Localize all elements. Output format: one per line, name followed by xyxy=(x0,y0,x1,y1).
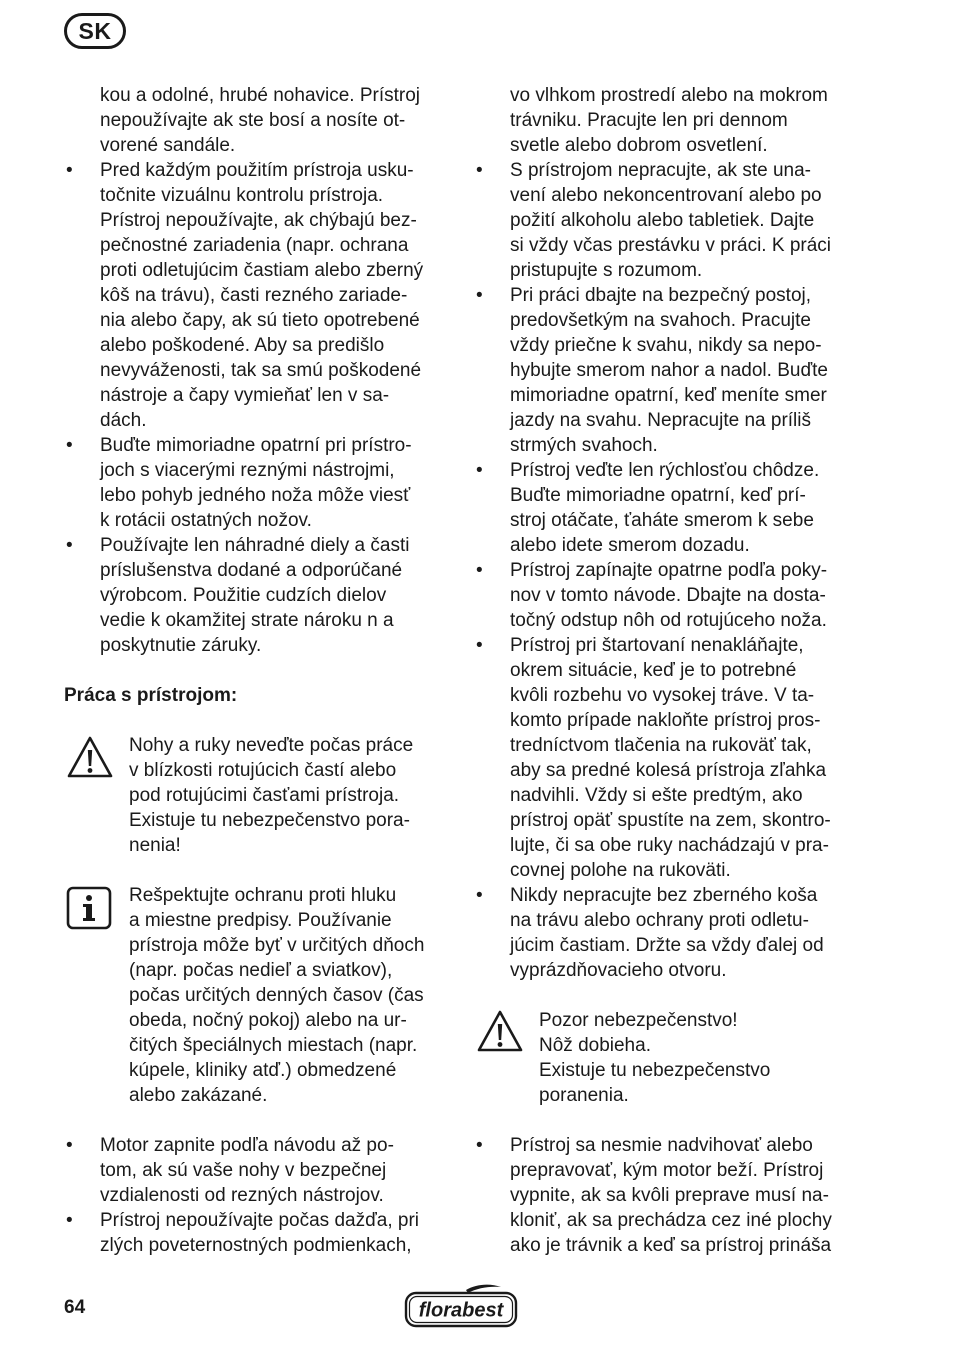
text-line: si vždy včas prestávku v práci. K práci xyxy=(510,235,831,256)
text-line: poranenia. xyxy=(539,1085,629,1106)
text-line: • Používajte len náhradné diely a časti xyxy=(100,535,410,556)
text-line: • Motor zapnite podľa návodu až po- xyxy=(100,1135,394,1156)
text-line: pristupujte s rozumom. xyxy=(510,260,703,281)
text-line: vyprázdňovacieho otvoru. xyxy=(510,960,727,981)
text-line: čitých špeciálnych miestach (napr. xyxy=(129,1035,418,1056)
language-badge xyxy=(64,13,126,49)
text-line: pečnostné zariadenia (napr. ochrana xyxy=(100,235,409,256)
bullet-item xyxy=(64,158,454,433)
paragraph-continued xyxy=(474,83,864,158)
text-line: • Prístroj veďte len rýchlosťou chôdze. xyxy=(510,460,820,481)
text-line: pod rotujúcimi časťami prístroja. xyxy=(129,785,400,806)
right-column xyxy=(474,83,864,1258)
language-code: SK xyxy=(78,17,112,44)
left-column xyxy=(64,83,454,1258)
text-line: požití alkoholu alebo tabletiek. Dajte xyxy=(510,210,815,231)
text-line: • Prístroj pri štartovaní nenakláňajte, xyxy=(510,635,804,656)
text-line: joch s viacerými reznými nástrojmi, xyxy=(100,460,395,481)
text-line: alebo zakázané. xyxy=(129,1085,268,1106)
text-line: komto prípade nakloňte prístroj pros- xyxy=(510,710,821,731)
text-line: strmých svahoch. xyxy=(510,435,658,456)
text-line: točný odstup nôh od rotujúceho noža. xyxy=(510,610,827,631)
text-line: hybujte smerom nahor a nadol. Buďte xyxy=(510,360,828,381)
text-line: točnite vizuálnu kontrolu prístroja. xyxy=(100,185,384,206)
text-line: stroj otáčate, ťaháte smerom k sebe xyxy=(510,510,814,531)
text-line: vzdialenosti od rezných nástrojov. xyxy=(100,1185,384,1206)
text-line: mimoriadne opatrní, keď meníte smer xyxy=(510,385,827,406)
text-line: svetle alebo dobrom osvetlení. xyxy=(510,135,768,156)
text-line: nenia! xyxy=(129,835,181,856)
text-line: okrem situácie, keď je to potrebné xyxy=(510,660,797,681)
text-line: prístroj opäť spustíte na zem, skontro- xyxy=(510,810,831,831)
text-line: • Prístroj sa nesmie nadvihovať alebo xyxy=(510,1135,813,1156)
text-line: poskytnutie záruky. xyxy=(100,635,262,656)
text-line: trávniku. Pracujte len pri dennom xyxy=(510,110,788,131)
text-line: • Prístroj nepoužívajte počas dažďa, pri xyxy=(100,1210,420,1231)
text-line: zlých poveternostných podmienkach, xyxy=(100,1235,412,1256)
bullet-item xyxy=(64,533,454,658)
brand-logo xyxy=(404,1283,518,1329)
text-line: nov v tomto návode. Dbajte na dosta- xyxy=(510,585,826,606)
text-line: k rotácii ostatných nožov. xyxy=(100,510,312,531)
text-line: vorené sandále. xyxy=(100,135,236,156)
bullet-item xyxy=(474,558,864,633)
bullet-item xyxy=(474,883,864,983)
bullet-item xyxy=(474,1133,864,1258)
text-line: dách. xyxy=(100,410,147,431)
text-line: • Prístroj zapínajte opatrne podľa poky- xyxy=(510,560,828,581)
text-line: tom, ak sú vaše nohy v bezpečnej xyxy=(100,1160,387,1181)
text-line: lebo pohyb jedného noža môže viesť xyxy=(100,485,411,506)
text-line: nadvihli. Vždy si ešte predtým, ako xyxy=(510,785,803,806)
text-line: nia alebo čapy, ak sú tieto opotrebené xyxy=(100,310,420,331)
text-line: • S prístrojom nepracujte, ak ste una- xyxy=(510,160,811,181)
text-line: kúpele, kliniky atď.) obmedzené xyxy=(129,1060,397,1081)
bullet-item xyxy=(474,458,864,558)
text-line: Nôž dobieha. xyxy=(539,1035,651,1056)
text-line: obeda, nočný pokoj) alebo na ur- xyxy=(129,1010,407,1031)
text-line: Existuje tu nebezpečenstvo xyxy=(539,1060,771,1081)
text-line: predovšetkým na svahoch. Pracujte xyxy=(510,310,811,331)
bullet-item xyxy=(474,633,864,883)
text-line: výrobcom. Použitie cudzích dielov xyxy=(100,585,387,606)
text-line: Existuje tu nebezpečenstvo pora- xyxy=(129,810,410,831)
text-line: vo vlhkom prostredí alebo na mokrom xyxy=(510,85,828,106)
text-line: vedie k okamžitej strate nároku n a xyxy=(100,610,394,631)
bullet-item xyxy=(474,283,864,458)
brand-logo-text: florabest xyxy=(418,1299,504,1322)
text-line: (napr. počas nedieľ a sviatkov), xyxy=(129,960,393,981)
text-line: kloniť, ak sa prechádza cez iné plochy xyxy=(510,1210,832,1231)
text-line: alebo idete smerom dozadu. xyxy=(510,535,750,556)
text-line: Rešpektujte ochranu proti hluku xyxy=(129,885,397,906)
text-line: príslušenstva dodané a odporúčané xyxy=(100,560,403,581)
text-line: Prístroj nepoužívajte, ak chýbajú bez- xyxy=(100,210,417,231)
text-line: v blízkosti rotujúcich častí alebo xyxy=(129,760,397,781)
warning-notice xyxy=(474,1008,864,1108)
text-line: nástroje a čapy vymieňať len v sa- xyxy=(100,385,390,406)
page-number: 64 xyxy=(64,1297,86,1318)
text-line: na trávu alebo ochrany proti odletu- xyxy=(510,910,809,931)
text-line: ako je trávnik a keď sa prístroj prináša xyxy=(510,1235,832,1256)
warning-notice xyxy=(64,733,454,858)
text-line: a miestne predpisy. Používanie xyxy=(129,910,392,931)
bullet-item xyxy=(64,1208,454,1258)
text-line: nepoužívajte ak ste bosí a nosíte ot- xyxy=(100,110,406,131)
text-line: kvôli rozbehu vo vysokej tráve. V ta- xyxy=(510,685,815,706)
info-icon xyxy=(66,886,112,930)
warning-triangle-icon xyxy=(476,1009,524,1053)
bullet-item xyxy=(474,158,864,283)
text-line: alebo poškodené. Aby sa predišlo xyxy=(100,335,385,356)
text-line: Buďte mimoriadne opatrní, keď prí- xyxy=(510,485,806,506)
text-line: covnej polohe na rukoväti. xyxy=(510,860,731,881)
warning-triangle-icon xyxy=(66,735,114,779)
text-line: Nohy a ruky neveďte počas práce xyxy=(129,735,414,756)
text-line: • Pri práci dbajte na bezpečný postoj, xyxy=(510,285,812,306)
text-line: jazdy na svahu. Nepracujte na príliš xyxy=(510,410,811,431)
text-line: • Pred každým použitím prístroja usku- xyxy=(100,160,414,181)
text-line: kou a odolné, hrubé nohavice. Prístroj xyxy=(100,85,421,106)
text-line: aby sa predné kolesá prístroja zľahka xyxy=(510,760,827,781)
text-line: prístroja môže byť v určitých dňoch xyxy=(129,935,425,956)
text-line: • Nikdy nepracujte bez zberného koša xyxy=(510,885,818,906)
text-line: vždy priečne k svahu, nikdy sa nepo- xyxy=(510,335,822,356)
text-line: lujte, či sa obe ruky nachádzajú v pra- xyxy=(510,835,829,856)
section-heading: Práca s prístrojom: xyxy=(64,685,238,706)
text-line: počas určitých denných časov (čas xyxy=(129,985,424,1006)
text-line: nevyváženosti, tak sa smú poškodené xyxy=(100,360,422,381)
bullet-item xyxy=(64,1133,454,1208)
text-line: prepravovať, kým motor beží. Prístroj xyxy=(510,1160,824,1181)
bullet-item xyxy=(64,433,454,533)
text-line: tredníctvom tlačenia na rukoväť tak, xyxy=(510,735,812,756)
text-line: vení alebo nekoncentrovaní alebo po xyxy=(510,185,822,206)
paragraph-continued xyxy=(64,83,454,158)
text-line: vypnite, ak sa kvôli preprave musí na- xyxy=(510,1185,829,1206)
text-line: Pozor nebezpečenstvo! xyxy=(539,1010,738,1031)
text-line: kôš na trávu), časti rezného zariade- xyxy=(100,285,408,306)
text-line: proti odletujúcim častiam alebo zberný xyxy=(100,260,424,281)
text-line: júcim častiam. Držte sa vždy ďalej od xyxy=(510,935,824,956)
text-line: • Buďte mimoriadne opatrní pri prístro- xyxy=(100,435,412,456)
info-notice xyxy=(64,883,454,1108)
